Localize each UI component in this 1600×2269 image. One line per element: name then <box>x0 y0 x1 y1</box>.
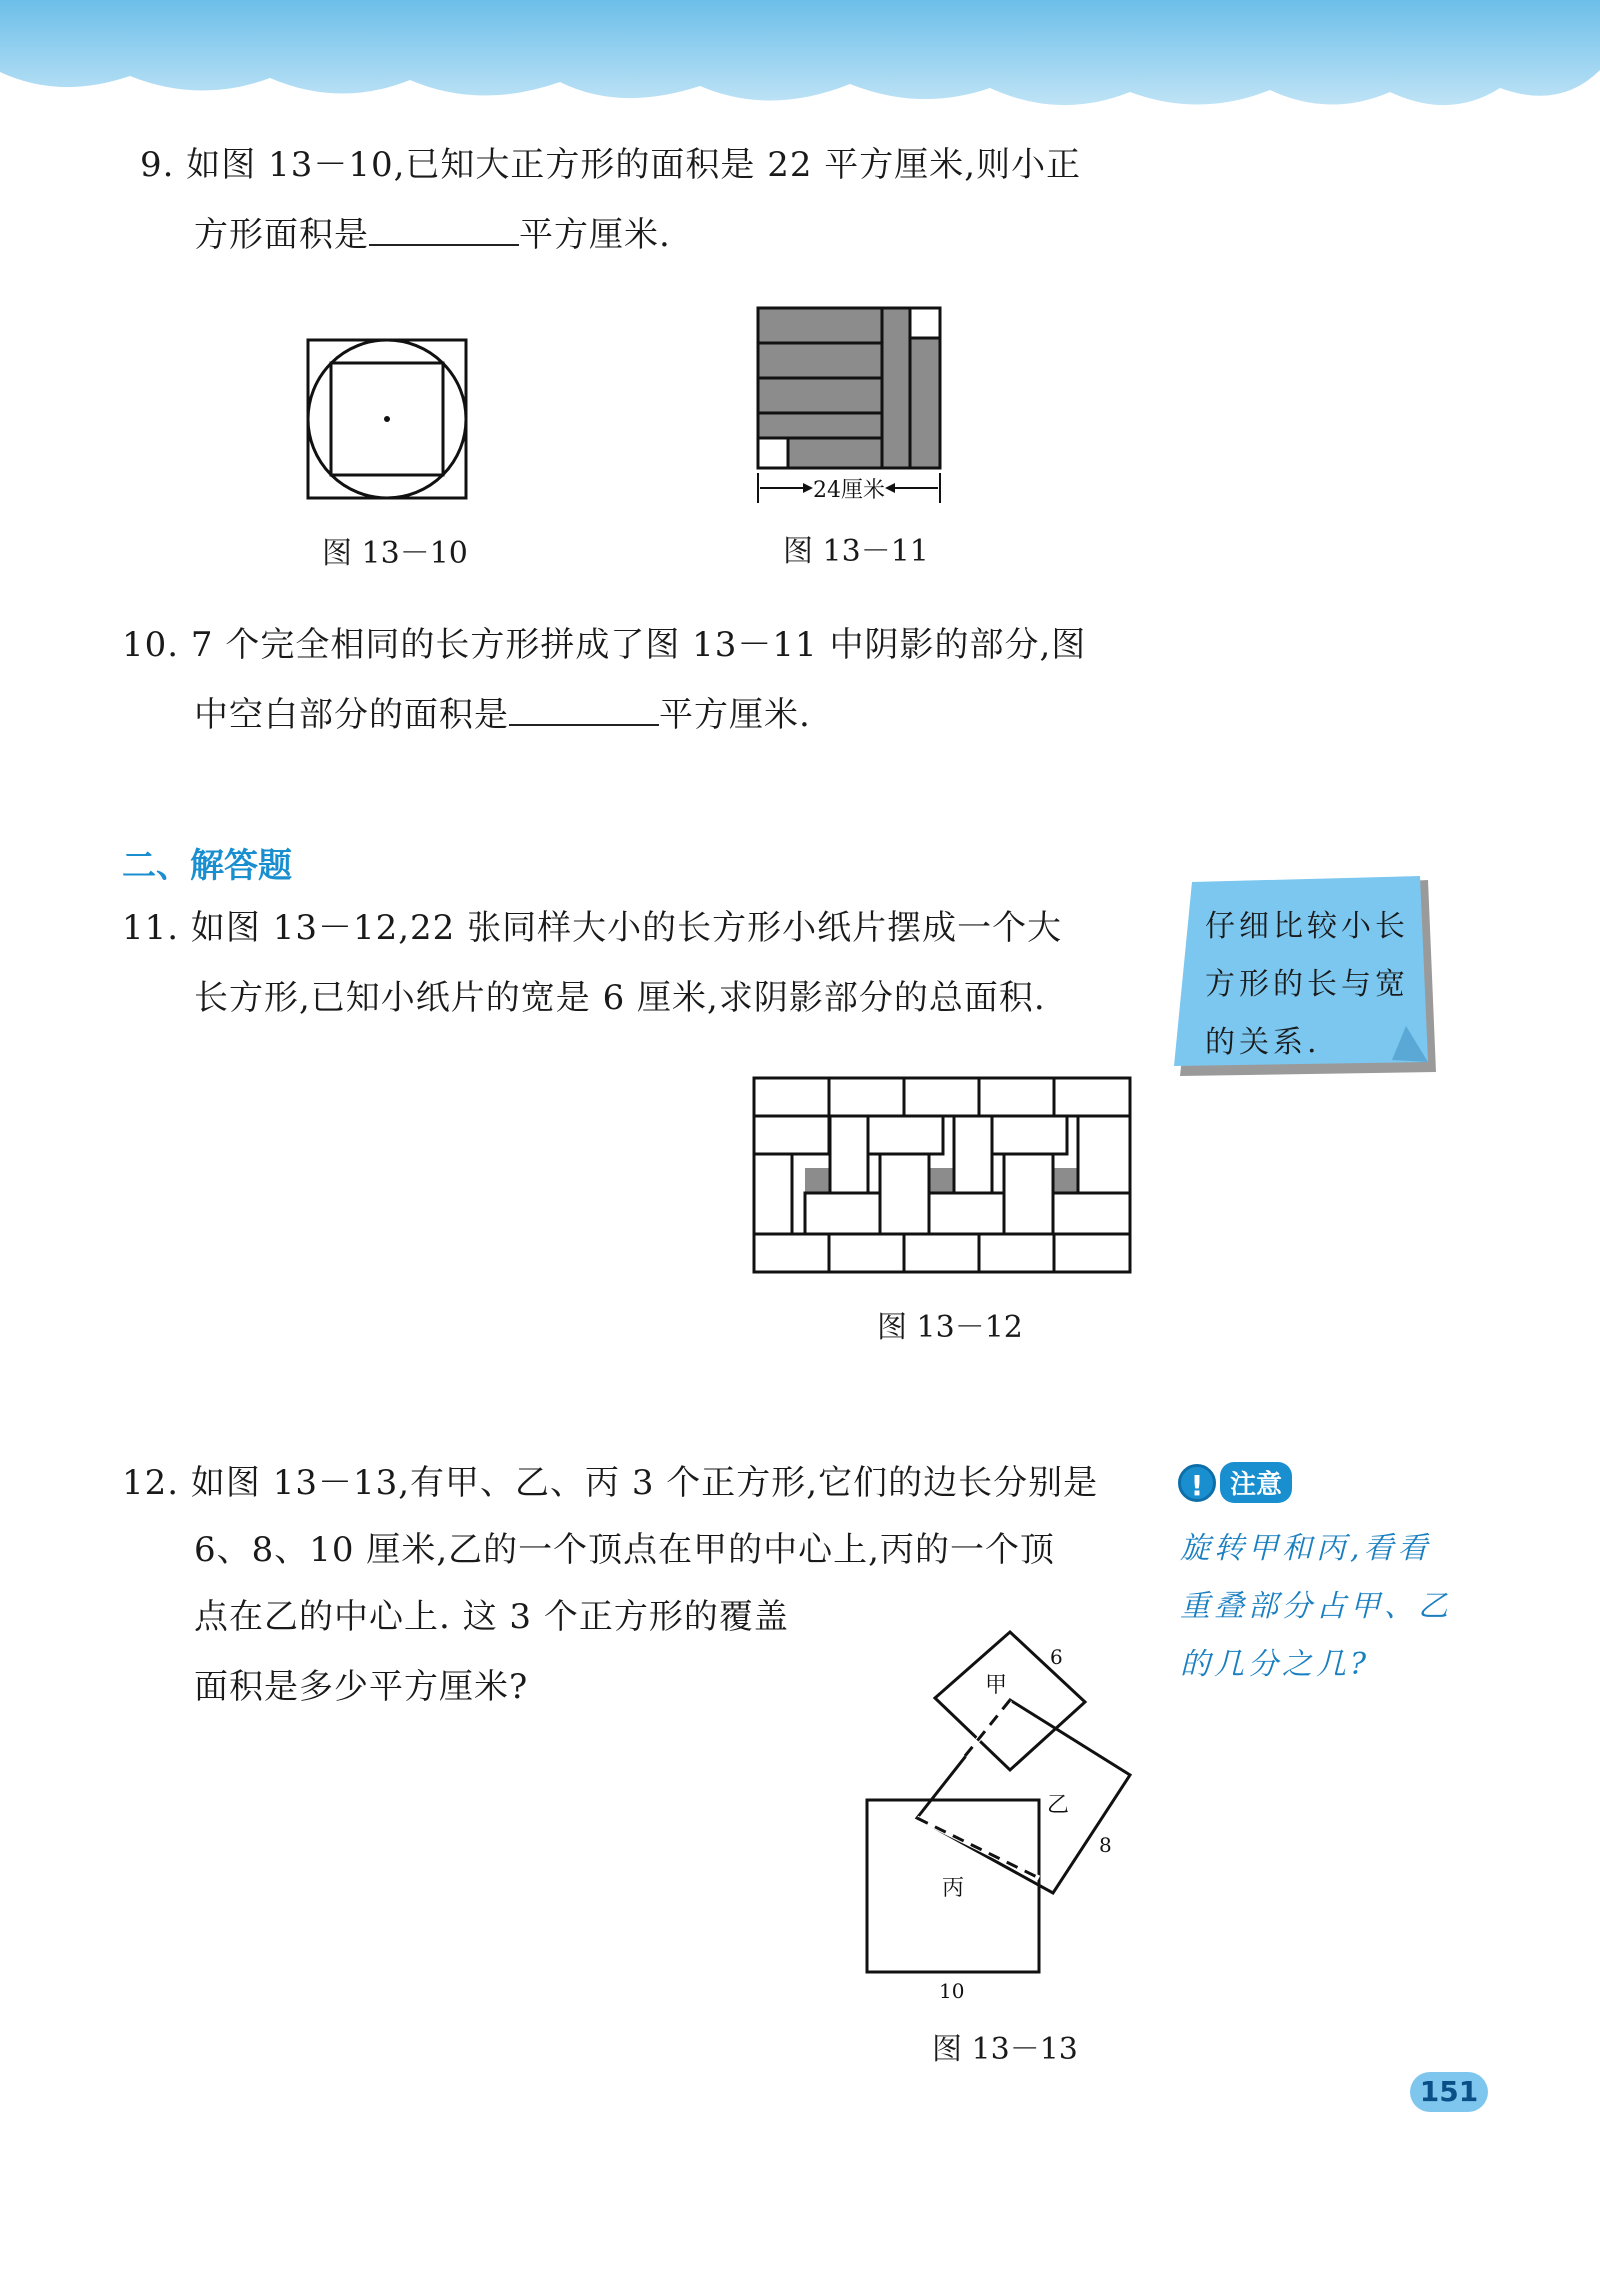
label-bing: 丙 <box>942 1876 965 1901</box>
question-text: 方形面积是 <box>194 215 369 255</box>
question-9-line1 <box>140 130 1081 200</box>
question-10-line1 <box>122 610 1086 680</box>
tip-text <box>1205 898 1435 1072</box>
label-jia: 甲 <box>985 1673 1008 1698</box>
question-11-line2 <box>194 963 1046 1033</box>
figure-13-11-caption: 图 13－11 <box>783 534 929 569</box>
figure-13-13 <box>855 1620 1155 2010</box>
question-12-line1 <box>122 1448 1098 1518</box>
question-text: 面积是多少平方厘米? <box>194 1667 529 1707</box>
exclamation-icon: ! <box>1178 1464 1216 1502</box>
question-12-line3 <box>194 1582 789 1652</box>
white-square-top-right <box>910 308 940 338</box>
side-label-yi: 8 <box>1099 1833 1112 1857</box>
shaded-square <box>929 1168 954 1193</box>
section-title: 二、解答题 <box>122 846 292 886</box>
shaded-square <box>805 1168 830 1193</box>
figure-13-11 <box>755 305 945 505</box>
figure-13-12-caption: 图 13－12 <box>877 1310 1023 1345</box>
figure-13-10-caption: 图 13－10 <box>322 536 468 571</box>
question-number: 10. <box>122 625 180 665</box>
question-number: 12. <box>122 1463 180 1503</box>
question-number: 11. <box>122 908 180 948</box>
question-10-line2 <box>194 680 811 750</box>
question-text: 如图 13－12,22 张同样大小的长方形小纸片摆成一个大 <box>190 908 1063 948</box>
question-text: 点在乙的中心上. 这 3 个正方形的覆盖 <box>194 1597 789 1637</box>
note-text <box>1180 1520 1470 1694</box>
note-line: 旋转甲和丙,看看 <box>1180 1531 1432 1566</box>
page-number: 151 <box>1410 2072 1488 2112</box>
tip-line: 的关系. <box>1205 1025 1321 1060</box>
answer-blank[interactable] <box>369 204 519 246</box>
question-text: 平方厘米. <box>659 695 811 735</box>
figure-13-10 <box>306 338 468 500</box>
question-text: 7 个完全相同的长方形拼成了图 13－11 中阴影的部分,图 <box>190 625 1087 665</box>
tip-line: 仔细比较小长 <box>1205 909 1409 944</box>
question-text: 如图 13－13,有甲、乙、丙 3 个正方形,它们的边长分别是 <box>190 1463 1099 1503</box>
note-line: 重叠部分占甲、乙 <box>1180 1589 1452 1624</box>
note-header <box>1178 1462 1292 1503</box>
question-text: 平方厘米. <box>519 215 671 255</box>
question-text: 中空白部分的面积是 <box>194 695 509 735</box>
white-square-bottom-left <box>758 438 788 468</box>
question-12-line2 <box>194 1515 1055 1585</box>
question-number: 9. <box>140 145 175 185</box>
question-text: 6、8、10 厘米,乙的一个顶点在甲的中心上,丙的一个顶 <box>194 1530 1055 1570</box>
square-yi <box>917 1700 1130 1893</box>
note-label: 注意 <box>1220 1462 1292 1503</box>
side-label-jia: 6 <box>1050 1645 1063 1669</box>
question-11-line1 <box>122 893 1062 963</box>
question-12-line4 <box>194 1652 528 1722</box>
center-dot <box>384 416 390 422</box>
figure-13-12 <box>752 1076 1134 1274</box>
label-yi: 乙 <box>1047 1793 1070 1818</box>
side-label-bing: 10 <box>939 1979 965 2003</box>
question-text: 长方形,已知小纸片的宽是 6 厘米,求阴影部分的总面积. <box>194 978 1046 1018</box>
question-text: 如图 13－10,已知大正方形的面积是 22 平方厘米,则小正 <box>186 145 1082 185</box>
dimension-label: 24厘米 <box>813 478 885 503</box>
header-cloud-band <box>0 0 1600 120</box>
shaded-square <box>1053 1168 1078 1193</box>
answer-blank[interactable] <box>509 684 659 726</box>
tip-line: 方形的长与宽 <box>1205 967 1409 1002</box>
question-9-line2 <box>194 200 671 270</box>
figure-13-13-caption: 图 13－13 <box>932 2032 1078 2067</box>
note-line: 的几分之几? <box>1180 1647 1371 1682</box>
